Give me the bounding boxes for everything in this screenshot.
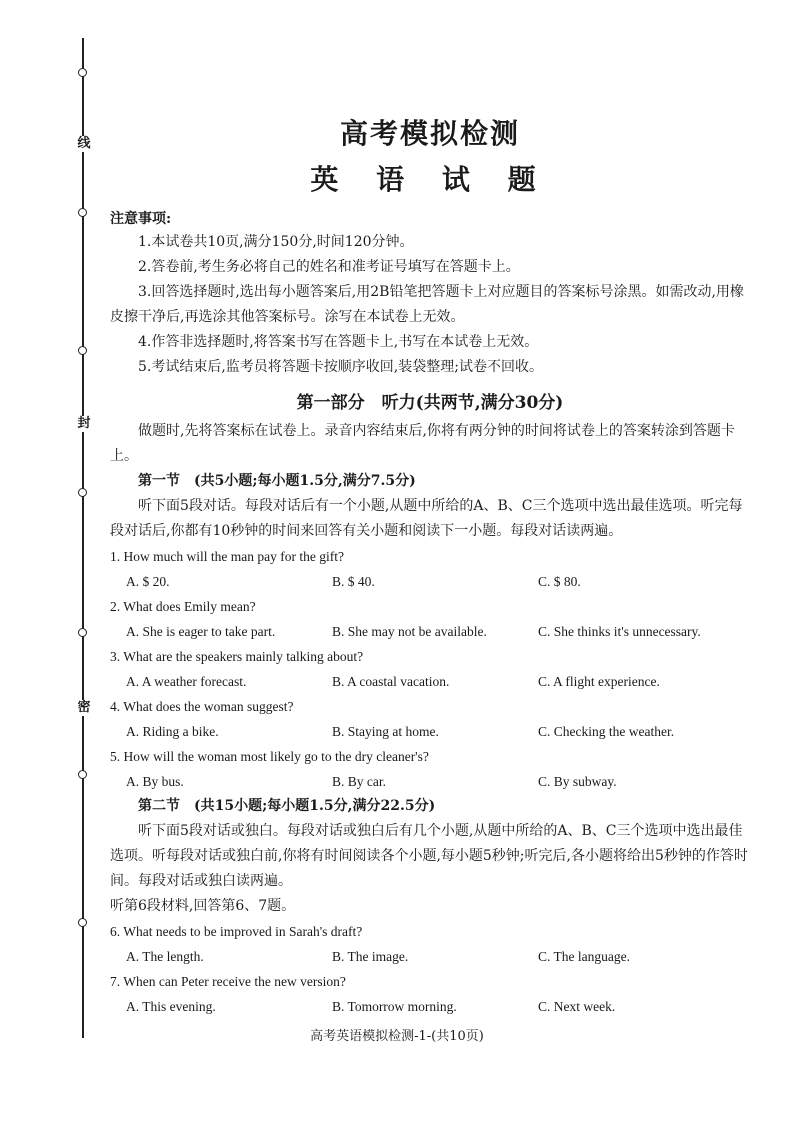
option-a: A. By bus. — [126, 774, 184, 789]
question — [110, 544, 750, 594]
question — [110, 744, 750, 794]
option-a: A. The length. — [126, 949, 204, 964]
option-b: B. Tomorrow morning. — [332, 999, 457, 1014]
exam-page — [110, 100, 750, 1019]
question-stem: 3. What are the speakers mainly talking about? — [110, 649, 364, 664]
option-c: C. By subway. — [538, 774, 617, 789]
exam-title: 高考模拟检测 — [339, 117, 520, 150]
notice-item: 4.作答非选择题时,将答案书写在答题卡上,书写在本试卷上无效。 — [138, 334, 539, 350]
part1-title: 第一部分 听力(共两节,满分30分) — [296, 393, 564, 413]
option-row — [110, 769, 750, 794]
question-stem: 5. How will the woman most likely go to the dry cleaner's? — [110, 749, 429, 764]
notice-heading: 注意事项: — [110, 211, 172, 227]
option-row — [110, 994, 750, 1019]
section2-instruction: 听下面5段对话或独白。每段对话或独白后有几个小题,从题中所给的A、B、C三个选项中选出最佳选项。听每段对话或独白前,你将有时间阅读各个小题,每小题5秒钟;听完后,各小题将给出5秒钟的作答时间。每段对话或独白读两遍。 — [110, 823, 748, 889]
part1-instruction: 做题时,先将答案标在试卷上。录音内容结束后,你将有两分钟的时间将试卷上的答案转涂到答题卡上。 — [110, 423, 735, 464]
option-c: C. $ 80. — [538, 574, 581, 589]
option-b: B. $ 40. — [332, 574, 375, 589]
binding-hole — [78, 488, 87, 497]
notice-item: 2.答卷前,考生务必将自己的姓名和准考证号填写在答题卡上。 — [138, 259, 520, 275]
option-b: B. By car. — [332, 774, 386, 789]
question-list-section2 — [110, 919, 750, 1019]
question-stem: 6. What needs to be improved in Sarah's draft? — [110, 924, 363, 939]
option-row — [110, 619, 750, 644]
binding-char-mi: 密 — [77, 700, 91, 715]
option-a: A. $ 20. — [126, 574, 170, 589]
exam-subject: 英 语 试 题 — [310, 163, 550, 196]
option-b: B. Staying at home. — [332, 724, 439, 739]
binding-hole — [78, 208, 87, 217]
binding-hole — [78, 628, 87, 637]
notice-item: 5.考试结束后,监考员将答题卡按顺序收回,装袋整理;试卷不回收。 — [138, 359, 543, 375]
option-a: A. A weather forecast. — [126, 674, 247, 689]
question — [110, 969, 750, 1019]
question — [110, 694, 750, 744]
option-b: B. The image. — [332, 949, 409, 964]
option-row — [110, 719, 750, 744]
option-c: C. She thinks it's unnecessary. — [538, 624, 701, 639]
question — [110, 594, 750, 644]
option-c: C. A flight experience. — [538, 674, 660, 689]
option-a: A. Riding a bike. — [126, 724, 219, 739]
question — [110, 644, 750, 694]
section1-instruction: 听下面5段对话。每段对话后有一个小题,从题中所给的A、B、C三个选项中选出最佳选项。听完每段对话后,你都有10秒钟的时间来回答有关小题和阅读下一小题。每段对话读两遍。 — [110, 498, 743, 539]
option-c: C. Checking the weather. — [538, 724, 675, 739]
option-a: A. This evening. — [126, 999, 216, 1014]
page-footer: 高考英语模拟检测-1-(共10页) — [310, 1029, 484, 1044]
question-stem: 7. When can Peter receive the new version? — [110, 974, 346, 989]
option-b: B. She may not be available. — [332, 624, 487, 639]
option-a: A. She is eager to take part. — [126, 624, 276, 639]
binding-char-xian: 线 — [77, 136, 91, 151]
binding-hole — [78, 918, 87, 927]
notice-item: 1.本试卷共10页,满分150分,时间120分钟。 — [138, 234, 414, 250]
section2-title: 第二节 (共15小题;每小题1.5分,满分22.5分) — [138, 798, 436, 814]
section1-title: 第一节 (共5小题;每小题1.5分,满分7.5分) — [138, 473, 416, 489]
option-c: C. Next week. — [538, 999, 616, 1014]
question-stem: 4. What does the woman suggest? — [110, 699, 294, 714]
question-stem: 1. How much will the man pay for the gift? — [110, 549, 344, 564]
question-stem: 2. What does Emily mean? — [110, 599, 256, 614]
question-list-section1 — [110, 544, 750, 794]
option-row — [110, 569, 750, 594]
option-b: B. A coastal vacation. — [332, 674, 450, 689]
question — [110, 919, 750, 969]
binding-hole — [78, 346, 87, 355]
option-c: C. The language. — [538, 949, 630, 964]
binding-hole — [78, 770, 87, 779]
option-row — [110, 669, 750, 694]
binding-hole — [78, 68, 87, 77]
material-note: 听第6段材料,回答第6、7题。 — [110, 898, 296, 914]
binding-line — [82, 38, 84, 1038]
option-row — [110, 944, 750, 969]
notice-block — [110, 208, 750, 380]
notice-item: 3.回答选择题时,选出每小题答案后,用2B铅笔把答题卡上对应题目的答案标号涂黑。如需改动,用橡皮擦干净后,再选涂其他答案标号。涂写在本试卷上无效。 — [110, 284, 744, 325]
binding-char-feng: 封 — [77, 416, 91, 431]
